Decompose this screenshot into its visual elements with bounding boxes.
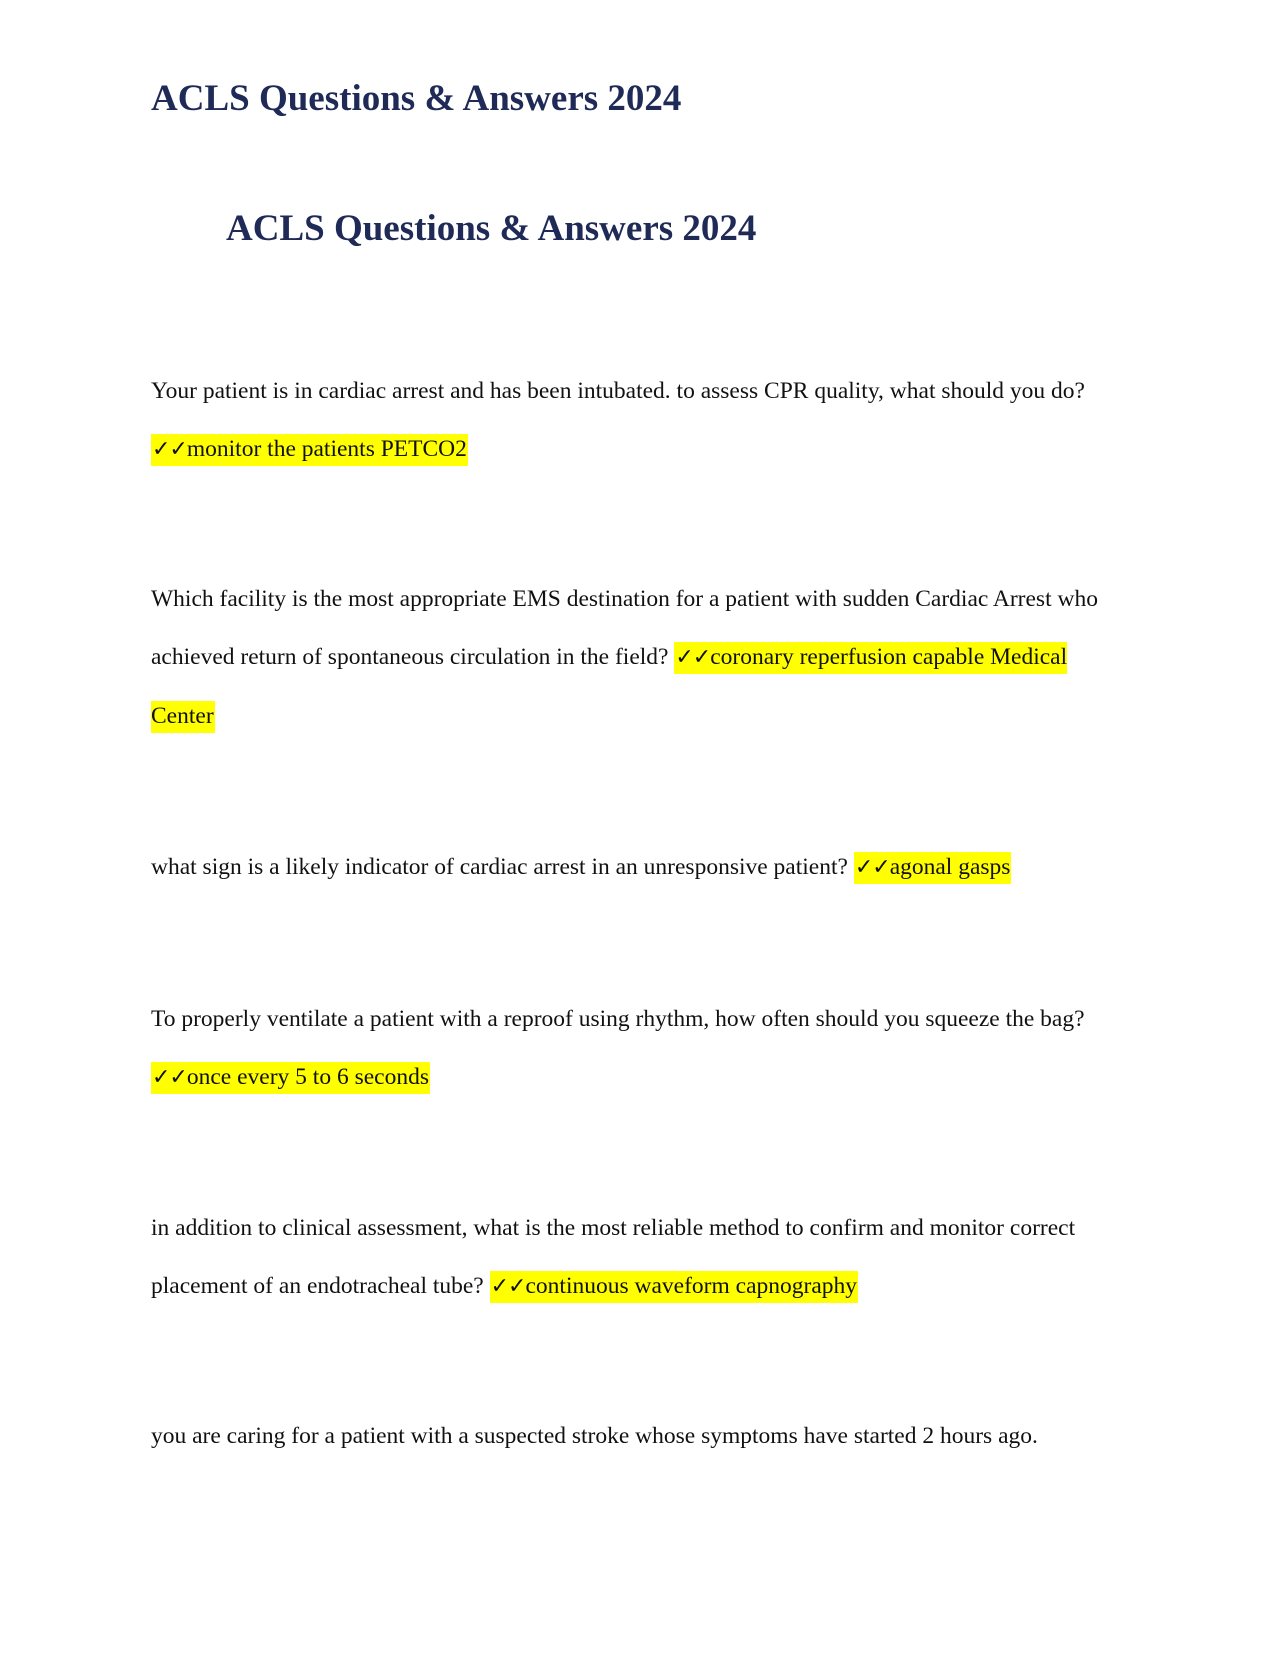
qa-item-1 [151, 362, 1131, 479]
question-text: in addition to clinical assessment, what is the most reliable method to confirm and monitor correct placement of an endotracheal tube? [151, 1215, 1076, 1299]
answer-highlight [151, 434, 468, 466]
double-check-icon: ✓✓ [854, 855, 890, 880]
answer-text: continuous waveform capnography [525, 1273, 858, 1299]
qa-item-3 [151, 838, 1131, 897]
question-text: To properly ventilate a patient with a reproof using rhythm, how often should you squeeze the bag? [151, 1006, 1085, 1032]
qa-item-6 [151, 1407, 1131, 1465]
answer-text: once every 5 to 6 seconds [186, 1064, 429, 1090]
answer-text: coronary reperfusion capable Medical Center [151, 644, 1068, 729]
double-check-icon: ✓✓ [152, 1065, 187, 1090]
double-check-icon: ✓✓ [490, 1274, 526, 1299]
question-text: you are caring for a patient with a suspected stroke whose symptoms have started 2 hours ago. [151, 1423, 1038, 1449]
qa-item-4 [151, 990, 1131, 1107]
answer-text: agonal gasps [889, 854, 1011, 880]
question-text: what sign is a likely indicator of cardiac arrest in an unresponsive patient? [151, 854, 848, 880]
answer-text: monitor the patients PETCO2 [186, 436, 467, 462]
document-subtitle: ACLS Questions & Answers 2024 [226, 208, 757, 249]
question-text: Which facility is the most appropriate EMS destination for a patient with sudden Cardiac Arrest who achieved return of spontaneous circulation in the field? [151, 586, 1098, 670]
answer-highlight [490, 1271, 858, 1303]
double-check-icon: ✓✓ [675, 645, 711, 670]
answer-highlight [854, 852, 1012, 884]
answer-highlight [151, 1062, 430, 1094]
qa-item-2 [151, 570, 1131, 745]
qa-item-5 [151, 1199, 1131, 1316]
document-title: ACLS Questions & Answers 2024 [151, 78, 682, 119]
double-check-icon: ✓✓ [152, 437, 187, 462]
question-text: Your patient is in cardiac arrest and has been intubated. to assess CPR quality, what should you do? [151, 378, 1085, 404]
